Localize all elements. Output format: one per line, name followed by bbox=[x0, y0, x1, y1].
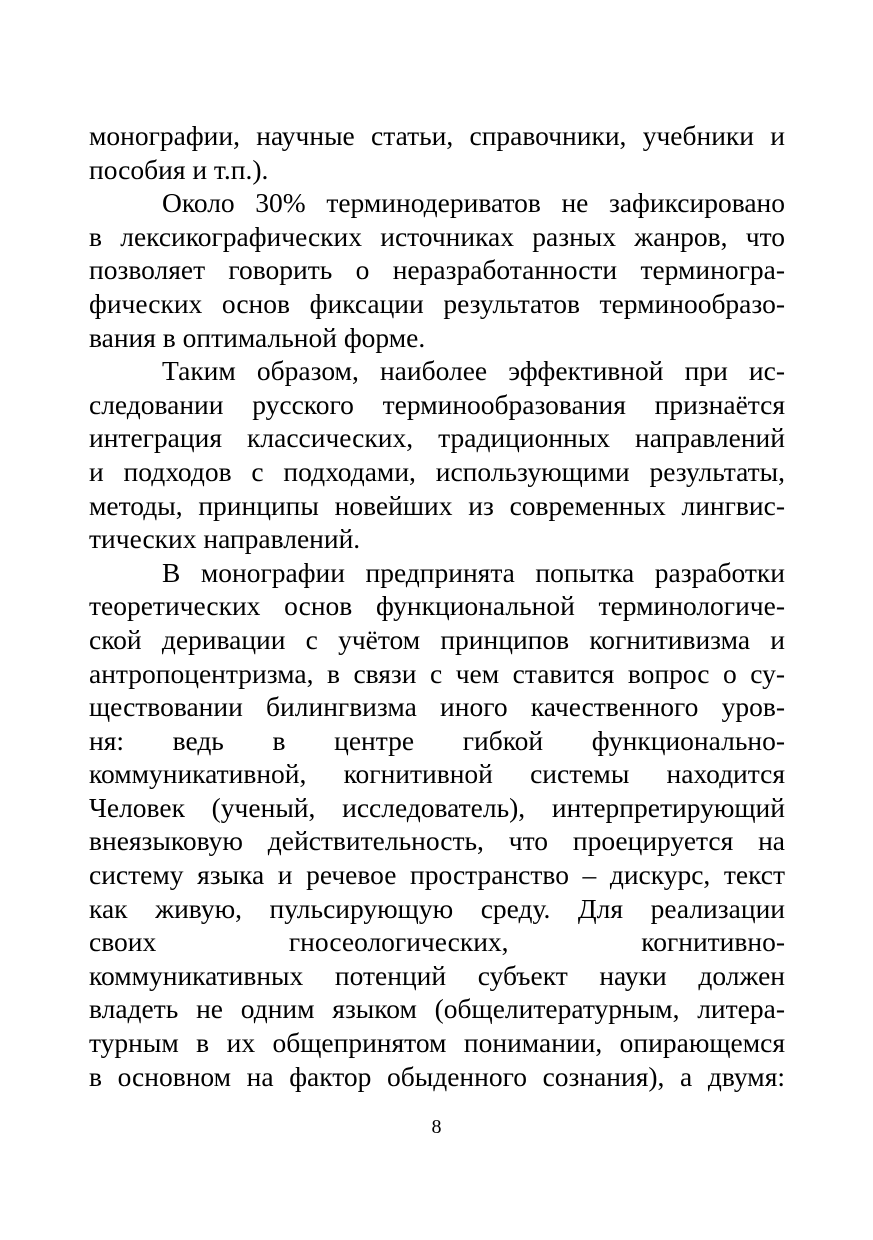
text-line: позволяет говорить о неразработанности терминогра- bbox=[89, 254, 785, 286]
text-line: своих гносеологических, когнитивно- bbox=[89, 926, 785, 958]
text-line: как живую, пульсирующую среду. Для реализации bbox=[89, 892, 785, 924]
text-line: систему языка и речевое пространство – дискурс, текст bbox=[89, 859, 785, 891]
text-line: интеграция классических, традиционных направлений bbox=[89, 422, 785, 454]
text-line: антропоцентризма, в связи с чем ставится вопрос о су- bbox=[89, 657, 785, 689]
text-line: методы, принципы новейших из современных лингвис- bbox=[89, 489, 785, 521]
paragraph-first-line: Около 30% терминодериватов не зафиксировано bbox=[162, 187, 785, 219]
text-line: фических основ фиксации результатов терминообразо- bbox=[89, 287, 785, 319]
text-line: коммуникативных потенций субъект науки должен bbox=[89, 959, 785, 991]
text-line: в лексикографических источниках разных жанров, что bbox=[89, 220, 785, 252]
paragraph-first-line: В монографии предпринята попытка разработки bbox=[162, 556, 785, 588]
text-line: и подходов с подходами, использующими результаты, bbox=[89, 455, 785, 487]
text-line: турным в их общепринятом понимании, опирающемся bbox=[89, 1027, 785, 1059]
text-line: ской деривации с учётом принципов когнитивизма и bbox=[89, 623, 785, 655]
text-line: тических направлений. bbox=[89, 523, 361, 555]
page-number: 8 bbox=[431, 1116, 442, 1138]
text-line: коммуникативной, когнитивной системы находится bbox=[89, 758, 785, 790]
text-line: владеть не одним языком (общелитературным, литера- bbox=[89, 993, 785, 1025]
text-line: монографии, научные статьи, справочники, учебники и bbox=[89, 120, 785, 151]
text-line: внеязыковую действительность, что проецируется на bbox=[89, 825, 785, 857]
text-line: Человек (ученый, исследователь), интерпретирующий bbox=[89, 791, 785, 823]
text-line: в основном на фактор обыденного сознания), а двумя: bbox=[89, 1060, 785, 1092]
text-line: ня: ведь в центре гибкой функционально- bbox=[89, 724, 785, 756]
paragraph-first-line: Таким образом, наиболее эффективной при ис- bbox=[162, 355, 785, 387]
page-body bbox=[89, 119, 785, 1093]
text-line: ществовании билингвизма иного качественного уров- bbox=[89, 691, 785, 723]
text-line: следовании русского терминообразования признаётся bbox=[89, 388, 785, 420]
text-line: теоретических основ функциональной терминологиче- bbox=[89, 590, 785, 622]
text-line: вания в оптимальной форме. bbox=[89, 321, 426, 353]
text-line: пособия и т.п.). bbox=[89, 153, 269, 185]
